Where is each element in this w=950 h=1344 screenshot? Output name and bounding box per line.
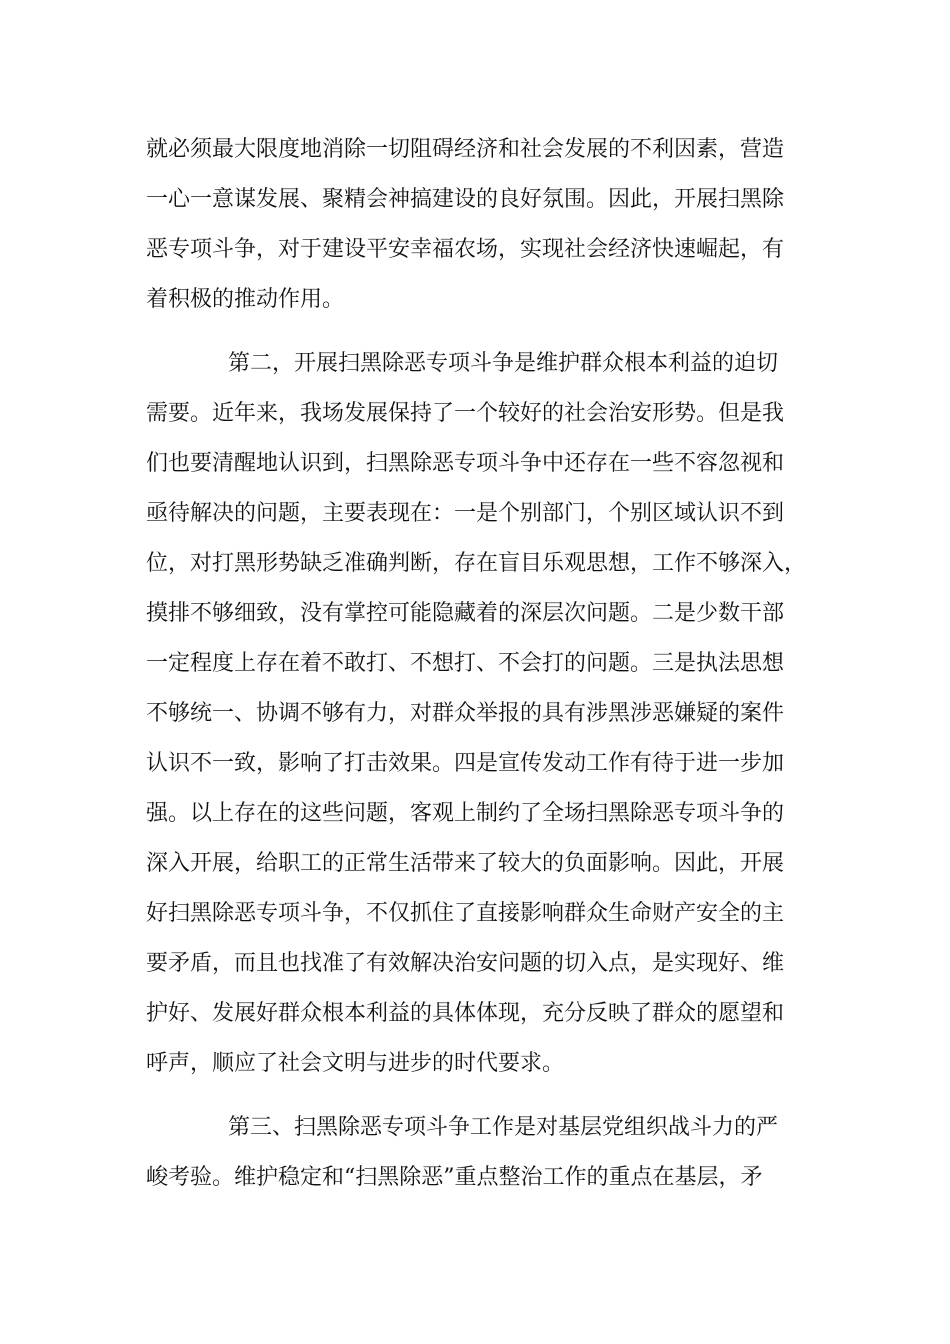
paragraph-2-line-3: 们也要清醒地认识到，扫黑除恶专项斗争中还存在一些不容忽视和 (146, 451, 785, 476)
paragraph-2-line-13: 要矛盾，而且也找准了有效解决治安问题的切入点，是实现好、维 (146, 951, 785, 976)
paragraph-1-line-3: 恶专项斗争，对于建设平安幸福农场，实现社会经济快速崛起，有 (146, 237, 785, 262)
paragraph-2-line-12: 好扫黑除恶专项斗争，不仅抓住了直接影响群众生命财产安全的主 (146, 901, 785, 926)
paragraph-1-line-4: 着积极的推动作用。 (146, 287, 345, 312)
paragraph-2-line-14: 护好、发展好群众根本利益的具体体现，充分反映了群众的愿望和 (146, 1001, 785, 1026)
paragraph-2-line-6: 摸排不够细致，没有掌控可能隐藏着的深层次问题。二是少数干部 (146, 601, 785, 626)
paragraph-1-line-2: 一心一意谋发展、聚精会神搞建设的良好氛围。因此，开展扫黑除 (146, 187, 785, 212)
paragraph-2-line-9: 认识不一致，影响了打击效果。四是宣传发动工作有待于进一步加 (146, 751, 785, 776)
paragraph-2-line-7: 一定程度上存在着不敢打、不想打、不会打的问题。三是执法思想 (146, 651, 785, 676)
paragraph-2-line-4: 亟待解决的问题，主要表现在：一是个别部门，个别区域认识不到 (146, 501, 785, 526)
paragraph-2-line-2: 需要。近年来，我场发展保持了一个较好的社会治安形势。但是我 (146, 401, 785, 426)
paragraph-3-line-1: 第三、扫黑除恶专项斗争工作是对基层党组织战斗力的严 (228, 1115, 779, 1140)
paragraph-2-line-10: 强。以上存在的这些问题，客观上制约了全场扫黑除恶专项斗争的 (146, 801, 785, 826)
paragraph-2-line-1: 第二，开展扫黑除恶专项斗争是维护群众根本利益的迫切 (228, 351, 779, 376)
paragraph-2-line-5: 位，对打黑形势缺乏准确判断，存在盲目乐观思想，工作不够深入， (146, 551, 807, 576)
paragraph-3-line-2: 峻考验。维护稳定和“扫黑除恶”重点整治工作的重点在基层，矛 (146, 1165, 763, 1190)
paragraph-2-line-8: 不够统一、协调不够有力，对群众举报的具有涉黑涉恶嫌疑的案件 (146, 701, 785, 726)
paragraph-2-line-15: 呼声，顺应了社会文明与进步的时代要求。 (146, 1051, 565, 1076)
paragraph-2-line-11: 深入开展，给职工的正常生活带来了较大的负面影响。因此，开展 (146, 851, 785, 876)
paragraph-1-line-1: 就必须最大限度地消除一切阻碍经济和社会发展的不利因素，营造 (146, 137, 785, 162)
